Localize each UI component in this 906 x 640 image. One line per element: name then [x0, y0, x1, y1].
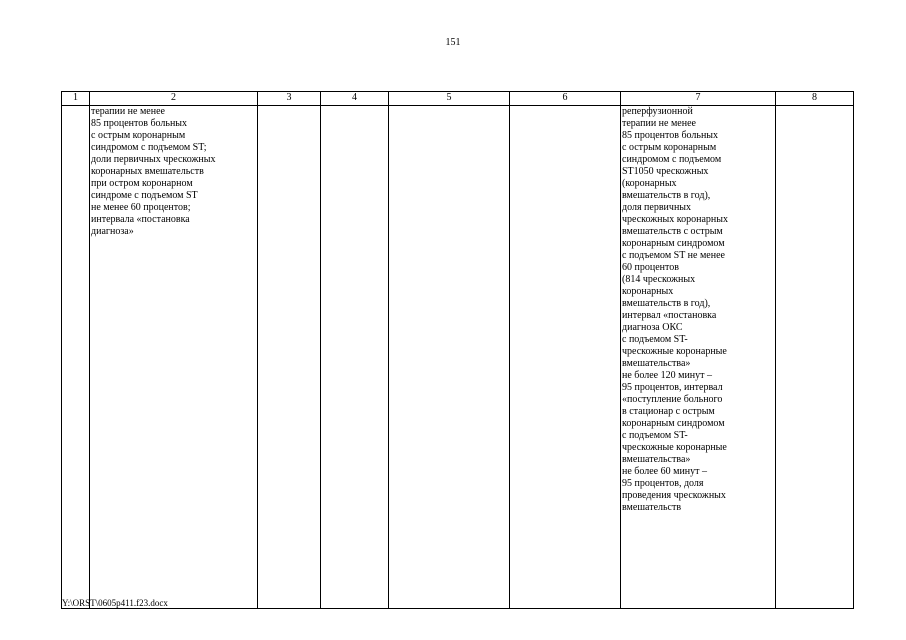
table-header-row	[62, 92, 854, 106]
table-cell	[321, 106, 389, 609]
data-table	[61, 91, 854, 609]
footer-file-path: Y:\ORST\0605p411.f23.docx	[62, 598, 168, 608]
page-number: 151	[445, 37, 461, 48]
column-header: 4	[321, 92, 389, 106]
column-header: 6	[510, 92, 621, 106]
table-cell	[258, 106, 321, 609]
table-cell	[776, 106, 854, 609]
column-header: 7	[621, 92, 776, 106]
table-cell	[62, 106, 90, 609]
table-cell: терапии не менее 85 процентов больных с острым коронарным синдромом с подъемом ST; доли первичных чрескожных коронарных вмешательств при остром коронарном синдроме с подъемом ST не менее 60 процентов; интервала «постановка диагноза»	[90, 106, 258, 609]
table-cell: реперфузионной терапии не менее 85 процентов больных с острым коронарным синдромом с подъемом ST1050 чрескожных (коронарных вмешательств в год), доля первичных чрескожных коронарных вмешательств с острым коронарным синдромом с подъемом ST не менее 60 процентов (814 чрескожных коронарных вмешательств в год), интервал «постановка диагноза ОКС с подъемом ST- чрескожные коронарные вмешательства» не более 120 минут – 95 процентов, интервал «поступление больного в стационар с острым коронарным синдромом с подъемом ST- чрескожные коронарные вмешательства» не более 60 минут – 95 процентов, доля проведения чрескожных вмешательств	[621, 106, 776, 609]
table-row	[62, 106, 854, 609]
column-header: 8	[776, 92, 854, 106]
column-header: 2	[90, 92, 258, 106]
column-header: 5	[389, 92, 510, 106]
column-header: 3	[258, 92, 321, 106]
column-header: 1	[62, 92, 90, 106]
table-cell	[510, 106, 621, 609]
table-cell	[389, 106, 510, 609]
